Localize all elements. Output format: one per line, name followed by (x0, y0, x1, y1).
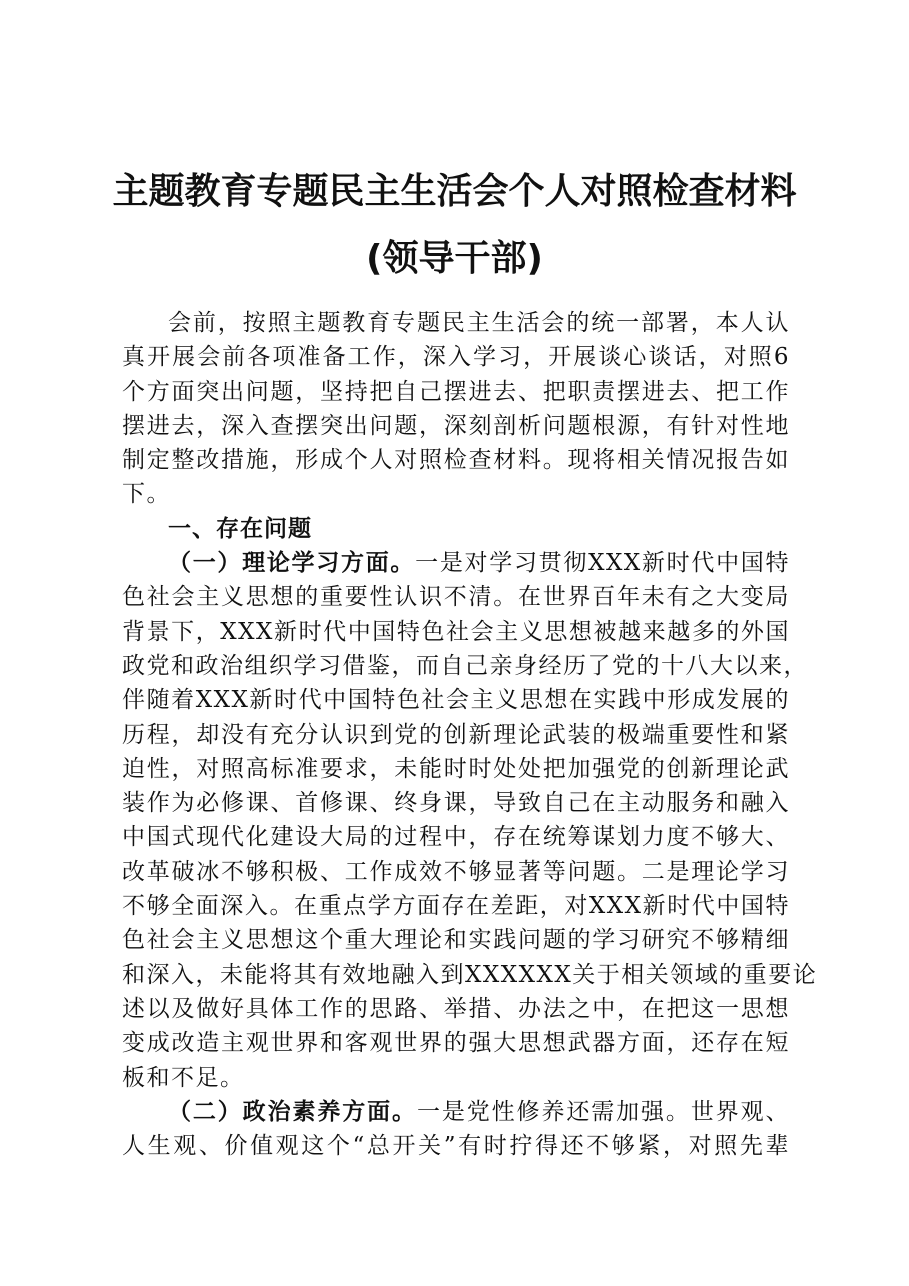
text-line: 中国式现代化建设大局的过程中，存在统筹谋划力度不够大、 (122, 824, 790, 851)
text-line: 制定整改措施，形成个人对照检查材料。现将相关情况报告如 (122, 447, 790, 474)
text-line: 伴随着XXX新时代中国特色社会主义思想在实践中形成发展的 (122, 687, 790, 714)
text-line: 色社会主义思想这个重大理论和实践问题的学习研究不够精细 (122, 927, 790, 954)
subsection-lead: （一）理论学习方面。 (168, 550, 416, 577)
text-line: 会前，按照主题教育专题民主生活会的统一部署，本人认 (168, 310, 790, 336)
text-line: 个方面突出问题，坚持把自己摆进去、把职责摆进去、把工作 (122, 378, 790, 405)
text-line: 变成改造主观世界和客观世界的强大思想武器方面，还存在短 (122, 1030, 790, 1057)
intro-paragraph (122, 306, 790, 512)
text-line: 和深入，未能将其有效地融入到XXXXXX关于相关领域的重要论 (122, 961, 818, 988)
text-line: 不够全面深入。在重点学方面存在差距，对XXX新时代中国特 (122, 893, 790, 920)
section-heading-issues: 一、存在问题 (168, 515, 312, 542)
document-title: 主题教育专题民主生活会个人对照检查材料 (112, 171, 797, 212)
text-line: 迫性，对照高标准要求，未能时时处处把加强党的创新理论武 (122, 755, 790, 782)
text-line: 述以及做好具体工作的思路、举措、办法之中，在把这一思想 (122, 995, 790, 1022)
text-line: 改革破冰不够积极、工作成效不够显著等问题。二是理论学习 (122, 858, 790, 885)
text-line: 摆进去，深入查摆突出问题，深刻剖析问题根源，有针对性地 (122, 412, 790, 439)
text-line: 装作为必修课、首修课、终身课，导致自己在主动服务和融入 (122, 790, 790, 817)
subsection-first-line (122, 546, 790, 580)
text-line: 历程，却没有充分认识到党的创新理论武装的极端重要性和紧 (122, 721, 790, 748)
text-line: 板和不足。 (122, 1064, 245, 1091)
subsection-first-line-text: 一是党性修养还需加强。世界观、 (416, 1098, 791, 1125)
text-line: 背景下，XXX新时代中国特色社会主义思想被越来越多的外国 (122, 618, 790, 645)
subsection-political-literacy (122, 1095, 790, 1164)
subsection-theory-study (122, 546, 818, 1095)
text-line: 色社会主义思想的重要性认识不清。在世界百年未有之大变局 (122, 584, 790, 611)
document-body (122, 306, 818, 1163)
document-subtitle: (领导干部) (366, 238, 543, 279)
subsection-first-line (122, 1095, 790, 1129)
text-line: 人生观、价值观这个“总开关”有时拧得还不够紧，对照先辈 (122, 1133, 790, 1160)
text-line: 真开展会前各项准备工作，深入学习，开展谈心谈话，对照6 (122, 344, 790, 371)
text-line: 政党和政治组织学习借鉴，而自己亲身经历了党的十八大以来， (122, 652, 808, 679)
subsection-lead: （二）政治素养方面。 (168, 1098, 417, 1125)
text-line: 下。 (122, 481, 171, 508)
subsection-first-line-text: 一是对学习贯彻XXX新时代中国特 (415, 550, 791, 577)
